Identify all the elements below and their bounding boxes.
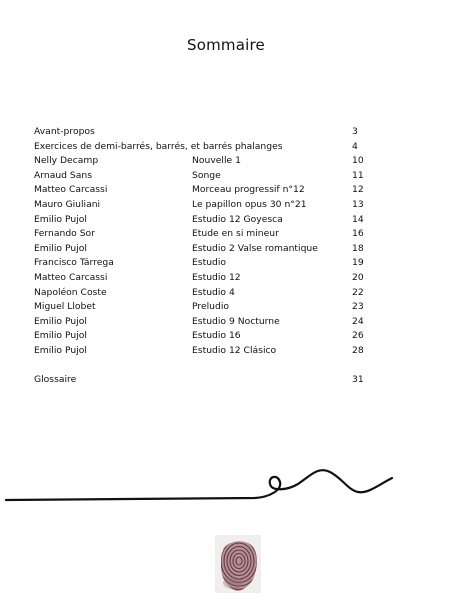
toc-entry-exercices — [34, 140, 374, 155]
toc-entry — [34, 242, 374, 257]
composer-name: Francisco Tárrega — [34, 257, 114, 269]
toc-entry — [34, 154, 374, 169]
page-number: 24 — [352, 315, 364, 327]
page-number: 13 — [352, 198, 364, 210]
page-title: Sommaire — [187, 36, 265, 54]
toc-spacer — [34, 359, 374, 374]
piece-title: Estudio 12 Goyesca — [192, 213, 283, 225]
piece-title: Estudio 2 Valse romantique — [192, 242, 318, 254]
piece-title: Etude en si mineur — [192, 228, 279, 240]
page-number: 10 — [352, 155, 364, 167]
toc-entry — [34, 315, 374, 330]
composer-name: Matteo Carcassi — [34, 271, 108, 283]
toc-entry — [34, 256, 374, 271]
page-number: 18 — [352, 242, 364, 254]
composer-name: Emilio Pujol — [34, 315, 87, 327]
piece-title: Estudio 4 — [192, 286, 235, 298]
piece-title: Songe — [192, 169, 221, 181]
page-number: 19 — [352, 257, 364, 269]
page-number: 22 — [352, 286, 364, 298]
page-number: 28 — [352, 344, 364, 356]
page-number: 23 — [352, 301, 364, 313]
toc-entry-avant-propos — [34, 125, 374, 140]
toc-entry — [34, 286, 374, 301]
decorative-flourish-line — [0, 460, 452, 510]
toc-entry — [34, 300, 374, 315]
page-number: 20 — [352, 271, 364, 283]
toc-entry — [34, 169, 374, 184]
fingerprint-icon — [215, 535, 261, 593]
toc-entry — [34, 271, 374, 286]
toc-entry-label: Exercices de demi-barrés, barrés, et barrés phalanges — [34, 140, 283, 152]
composer-name: Matteo Carcassi — [34, 184, 108, 196]
toc-entry-page: 4 — [352, 140, 358, 152]
composer-name: Emilio Pujol — [34, 242, 87, 254]
composer-name: Emilio Pujol — [34, 213, 87, 225]
table-of-contents — [34, 125, 374, 388]
piece-title: Estudio 12 Clásico — [192, 344, 277, 356]
page-number: 12 — [352, 184, 364, 196]
toc-entry-label: Glossaire — [34, 374, 77, 386]
piece-title: Morceau progressif n°12 — [192, 184, 305, 196]
composer-name: Miguel Llobet — [34, 301, 96, 313]
composer-name: Mauro Giuliani — [34, 198, 101, 210]
composer-name: Nelly Decamp — [34, 155, 99, 167]
composer-name: Arnaud Sans — [34, 169, 93, 181]
toc-entry — [34, 344, 374, 359]
toc-entry — [34, 213, 374, 228]
page-number: 16 — [352, 228, 364, 240]
toc-entry — [34, 227, 374, 242]
piece-title: Le papillon opus 30 n°21 — [192, 198, 307, 210]
piece-title: Estudio 9 Nocturne — [192, 315, 280, 327]
toc-entry-label: Avant-propos — [34, 126, 95, 137]
toc-entry-page: 3 — [352, 126, 358, 137]
toc-entry — [34, 329, 374, 344]
piece-title: Preludio — [192, 301, 229, 313]
toc-entry-glossaire — [34, 373, 374, 388]
piece-title: Estudio 12 — [192, 271, 241, 283]
composer-name: Napoléon Coste — [34, 286, 107, 298]
toc-entry-page: 31 — [352, 374, 364, 386]
piece-title: Estudio 16 — [192, 330, 241, 342]
piece-title: Nouvelle 1 — [192, 155, 241, 167]
page-number: 14 — [352, 213, 364, 225]
page-number: 26 — [352, 330, 364, 342]
toc-entry — [34, 198, 374, 213]
composer-name: Emilio Pujol — [34, 344, 87, 356]
toc-entry — [34, 183, 374, 198]
piece-title: Estudio — [192, 257, 227, 269]
page-number: 11 — [352, 169, 364, 181]
composer-name: Fernando Sor — [34, 228, 95, 240]
composer-name: Emilio Pujol — [34, 330, 87, 342]
